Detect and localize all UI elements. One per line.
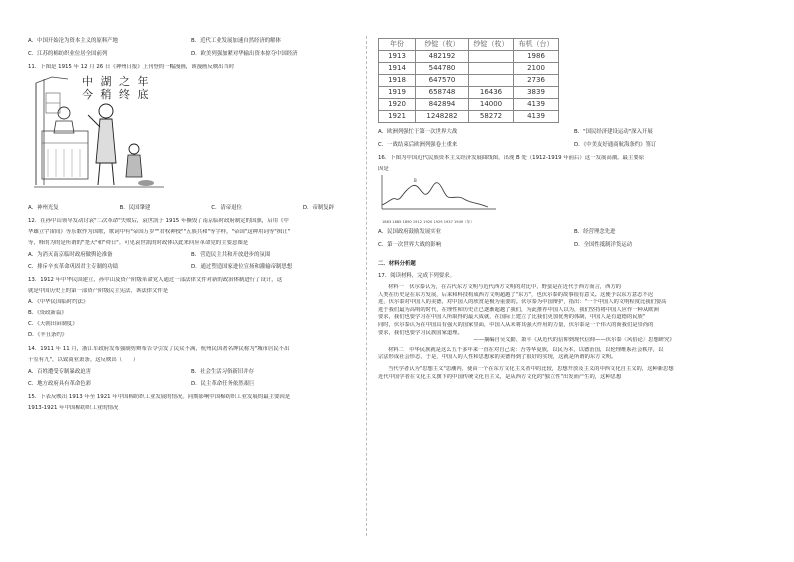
question-11 (28, 64, 354, 71)
table-row (379, 51, 559, 63)
question-12 (28, 218, 354, 247)
material-three (378, 366, 770, 381)
q15-options-row-2 (378, 142, 770, 149)
table-cell: 1913 (379, 51, 416, 63)
table-header-row (379, 39, 559, 51)
development-curve-chart (378, 173, 498, 223)
chart-x-axis-label: 1863 1885 1890 1912 1920 1929 1937 1949（年） (382, 220, 474, 224)
material-two-line: 材料二 中华民族就是这么五千多年来一直在对自己说：吾等华夏族，以民为本，以德治国，以伦理维系社会秩序，以 (388, 346, 664, 353)
q13-option-c[interactable]: C．《天朝田亩制度》 (28, 321, 78, 327)
q12-stem-line-3: 等，释的为的是所谓的"尧天"和"舜日"。可见袁世凯的时政体以此来回应革命党的主要意图是 (28, 240, 249, 246)
q12-stem-line-2: 华雄立宇宙间》等乐歌作为国歌，歌词中有"帝国万岁""君权神授""五族共和"等字样，"帝国"这种用词等"揖让" (28, 229, 290, 235)
q12-options-row-2 (28, 264, 354, 271)
table-row (379, 111, 559, 123)
q14-option-b[interactable]: B．社会生活习俗新旧并存 (191, 369, 254, 375)
q12-stem-line-1: 12．在孙中山领导发动讨袁"二次革命"失败后，袁世凯于 1915 年撕毁了南京临时政府制定的国旗，启用《中 (28, 218, 289, 224)
q16-stem-line-1: 16．下图为中国近代民族资本主义经济发展曲线图。出现 B 处（1912-1919 年前后）这一发展高潮，最主要原 (378, 155, 645, 161)
table-cell (469, 51, 514, 63)
q10-option-b[interactable]: B．近代工业发展加速自然经济的解体 (191, 38, 281, 44)
table-header-spindles: 纱锭（枚） (416, 39, 469, 51)
column-divider (366, 36, 367, 536)
development-curve-icon (378, 173, 498, 217)
table-header-year: 年份 (379, 39, 416, 51)
q11-option-a[interactable]: A．神州光复 (28, 205, 59, 211)
q10-options-row-2 (28, 51, 354, 58)
material-one (378, 284, 770, 345)
svg-text:B: B (414, 178, 417, 183)
left-column (28, 38, 354, 412)
table-cell: 842894 (416, 99, 469, 111)
table-row (379, 75, 559, 87)
q12-option-c[interactable]: C．排斥辛亥革命巩固君主专制的功绩 (28, 264, 119, 270)
q15-option-a[interactable]: A．欧洲列强忙于第一次世界大战 (378, 129, 458, 135)
table-cell (469, 63, 514, 75)
q13-option-a[interactable]: A．《中华民国临时约法》 (28, 299, 89, 305)
table-row (379, 63, 559, 75)
table-cell: 2100 (514, 63, 559, 75)
table-cell: 1919 (379, 87, 416, 99)
material-one-line: 材料一 伏尔泰认为，在古代东方文明与近代西方文明的对比中，野蛮是在近代于西方而言，西方的 (388, 284, 622, 290)
material-three-line: 近代中国学者在文化主义旗下的中国传统文化自主义，是从西方文化的"独立性"出发而产生的，这种思想 (378, 373, 622, 380)
q14-options-row-1 (28, 369, 354, 376)
q10-option-a[interactable]: A．中国开始沦为资本主义的原料产地 (28, 38, 118, 44)
table-cell: 1920 (379, 99, 416, 111)
material-two-line: 宗法形成社会形态，于是，中国人的人性和思想家的美德得到了很好的实现，这就是所谓的东方文明。 (378, 354, 617, 361)
q13-options (28, 299, 354, 339)
q10-options-row-1 (28, 38, 354, 45)
q17-intro: 17．阅读材料，完成下列要求。 (378, 273, 455, 279)
right-column (378, 38, 770, 381)
cotton-industry-table (378, 38, 559, 123)
table-cell: 4139 (514, 99, 559, 111)
q14-option-a[interactable]: A．百姓遭受专制暴政迫害 (28, 369, 91, 375)
material-one-line: 人类在历史是在东方发展，后来和科技构成西方文明超越了"东方"，也伏尔泰的故事很有意义。这便予以东方意态不迟 (378, 291, 654, 298)
table-cell (469, 75, 514, 87)
material-three-line: 当代学者认为"思想主义"思潮内，使由一个在东方文化主义者中的比较，思想开放及主义的中西文化自主义的，这种新思想 (388, 365, 674, 372)
material-one-line: 要求，我们也要学习民族国家道理。 (378, 329, 463, 336)
q12-option-a[interactable]: A．为消灭南京临时政府做舆论准备 (28, 252, 113, 258)
q12-options-row-1 (28, 252, 354, 259)
q15-option-d[interactable]: D．《中美友好通商航海条约》签订 (574, 142, 657, 148)
material-two (378, 347, 770, 362)
cartoon-image (34, 73, 164, 201)
q12-option-b[interactable]: B．营造民主共和开放进步的氛围 (191, 252, 271, 258)
question-16 (378, 155, 770, 173)
q16-option-b[interactable]: B．经营理念先进 (574, 229, 616, 235)
q12-option-d[interactable]: D．通过塑造国家进位宣扬和灌输帝制思想 (191, 264, 293, 270)
question-14 (28, 346, 354, 364)
table-cell: 1986 (514, 51, 559, 63)
material-one-line: 要求，我们也要学习在中国人所取得的最大成就，在国际上建立了比我们更加优秀的体制，中国人是有道德的民族" (378, 314, 646, 321)
question-13 (28, 277, 354, 295)
table-header-looms: 布机（台） (514, 39, 559, 51)
material-one-line: 进，伏尔泰对中国人的美德，对中国人的欣赏是极为重要的。伏尔泰为中国辩护，指出："一个中国人的文明程度比我们要高 (378, 299, 667, 306)
q15-options-row-1 (378, 129, 770, 136)
q14-stem-line-2: 十室有九"，以致商业萧条。这反映出（ ） (28, 357, 139, 363)
q14-option-d[interactable]: D．民主革命任务依然艰巨 (191, 381, 255, 387)
q11-option-b[interactable]: B．民国肇建 (119, 205, 151, 211)
q14-option-c[interactable]: C．地方政府具有革命色彩 (28, 381, 92, 387)
table-cell: 1248282 (416, 111, 469, 123)
table-cell: 58272 (469, 111, 514, 123)
q16-stem-line-2: 因是 (378, 166, 389, 172)
table-cell: 16436 (469, 87, 514, 99)
q10-option-d[interactable]: D．欧美列强加紧对华输出资本掠夺中国经济 (191, 51, 298, 57)
q13-option-d[interactable]: D．《辛丑条约》 (28, 332, 68, 338)
q11-option-c[interactable]: C．清帝退位 (211, 205, 242, 211)
q14-options-row-2 (28, 381, 354, 388)
table-cell: 1914 (379, 63, 416, 75)
table-cell: 1918 (379, 75, 416, 87)
table-cell: 3839 (514, 87, 559, 99)
table-header-spindles-2: 纱锭（枚） (469, 39, 514, 51)
q13-stem-line-2: 就是中国历史上的第一部资产阶级民主宪法，该法律文件是 (28, 288, 169, 294)
q15-stem-line-1: 15．下表反映出 1913 年至 1921 年中国棉纺织工业发展的情况。同期影响中国棉纺织工业发展的最主要因是 (28, 394, 291, 400)
table-cell: 1921 (379, 111, 416, 123)
question-15 (28, 394, 354, 412)
table-row (379, 87, 559, 99)
material-one-source: ——摘编自吴义勤、萧平《从近代的信仰到现代信仰——伏尔泰〈风俗论〉思想研究》 (473, 337, 675, 344)
q16-option-c[interactable]: C．第一次世界大战的影响 (378, 242, 442, 248)
q16-options-row-2 (378, 242, 770, 249)
section-title: 二．材料分析题 (378, 261, 416, 267)
q13-option-b[interactable]: B．《资政新篇》 (28, 310, 67, 316)
material-one-line: 进于我们最为高明的时代，在理性和历史正已逐渐超越了我们，为此推荐中国人以为，我们坚持将中国人应作一种从欧洲 (378, 306, 659, 313)
q11-stem-line: 11．下图是 1915 年 12 月 26 日《神州日报》上刊登的一幅漫画，该漫画反映出当时 (28, 64, 235, 70)
q10-option-c[interactable]: C．江苏的棉纺织业位居全国前列 (28, 51, 108, 57)
table-cell: 647570 (416, 75, 469, 87)
table-cell: 4139 (514, 111, 559, 123)
table-cell: 658748 (416, 87, 469, 99)
table-cell: 14000 (469, 99, 514, 111)
q11-option-d[interactable]: D．帝制复辟 (302, 205, 334, 211)
cartoon-caption: 中 湖 之 年 今 稍 终 底 (82, 75, 151, 101)
q16-options-row-1 (378, 229, 770, 236)
q16-option-a[interactable]: A．民国政府鼓励发展实业 (378, 229, 441, 235)
q13-stem-line-1: 13．1912 年中华民国建立，孙中山及资产阶级革命党人通过一部法律文件对新的政治体制进行了设计，这 (28, 277, 283, 283)
table-row (379, 99, 559, 111)
q14-stem-line-1: 14．1911 年 11 月，浙江军政府发布强制剪辫布告令引发了民众不满，杭州民国著名绅民称为"城市居民不出 (28, 346, 290, 352)
q11-options-row (28, 205, 354, 212)
q15-option-b[interactable]: B．"国民经济建设运动"深入开展 (574, 129, 653, 135)
q15-option-c[interactable]: C．一战结束后欧洲列强卷土重来 (378, 142, 458, 148)
q15-stem-line-2: 1913-1921 年中国棉纺织工业的情况 (28, 405, 119, 411)
q16-option-d[interactable]: D．全国性抵制洋货运动 (574, 242, 633, 248)
table-cell: 544780 (416, 63, 469, 75)
table-cell: 482192 (416, 51, 469, 63)
material-one-line: 同时，伏尔泰认为在中国具有强大的国家里面，中国人从未将其强大作用的力量，伏尔泰是一个伟大的而我们是崇尚的 (378, 321, 654, 328)
table-cell: 2736 (514, 75, 559, 87)
